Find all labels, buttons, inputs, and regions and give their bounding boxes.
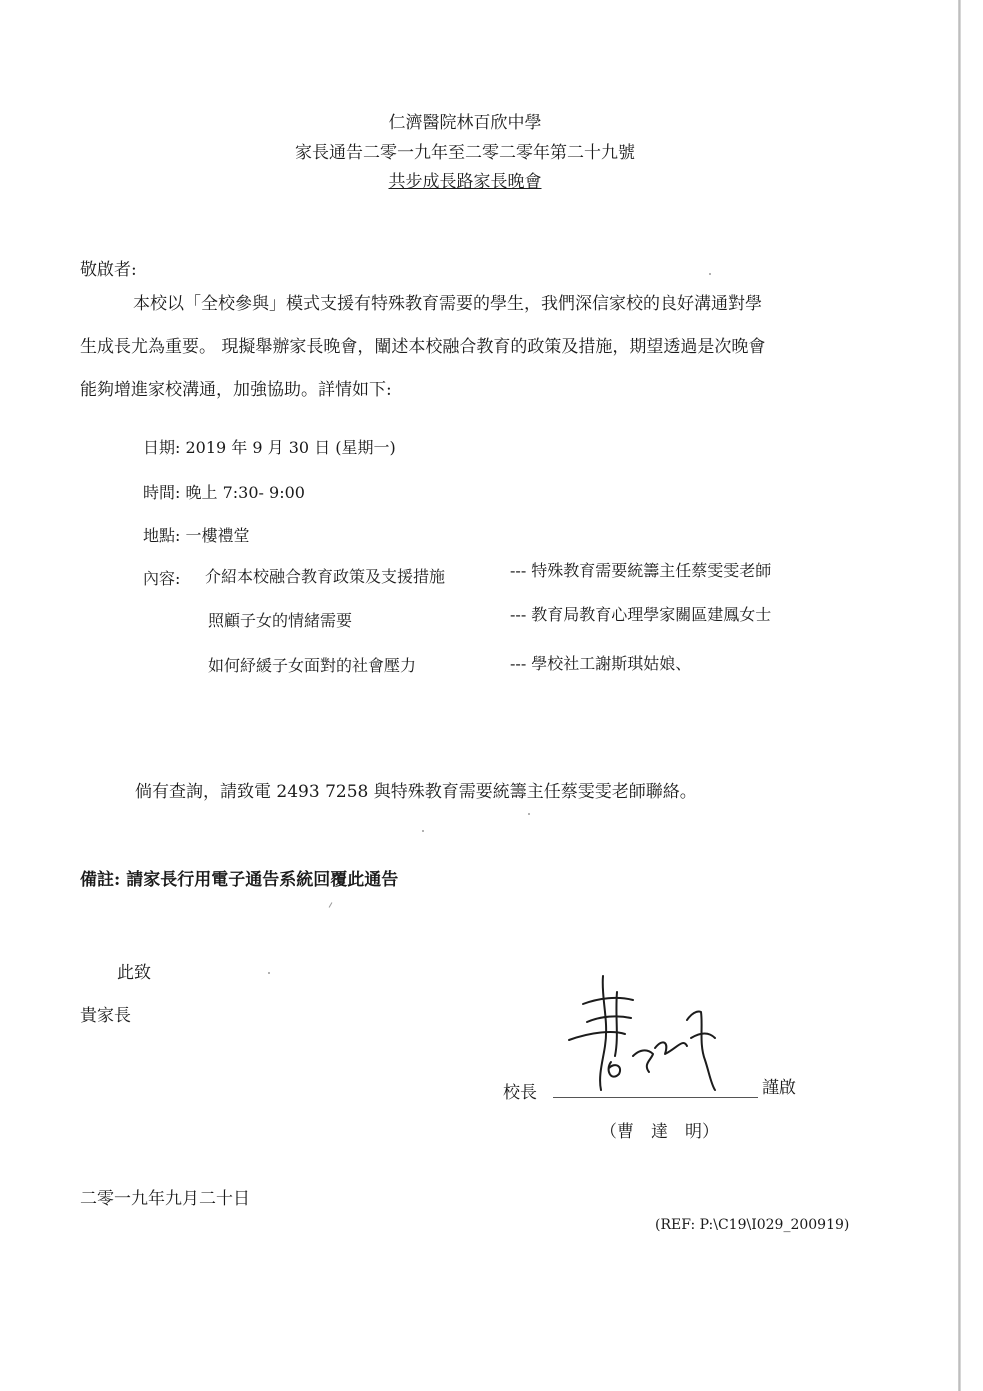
issue-date: 二零一九年九月二十日 xyxy=(80,1189,250,1209)
content-speaker-2: --- 教育局教育心理學家關區建鳳女士 xyxy=(510,605,772,624)
page-edge xyxy=(958,0,961,1391)
principal-label: 校長 xyxy=(503,1083,537,1103)
signature-stroke-10 xyxy=(691,1034,715,1039)
venue-label: 地點: xyxy=(143,526,181,545)
paragraph-line-1: 本校以「全校參與」模式支援有特殊教育需要的學生，我們深信家校的良好溝通對學 xyxy=(133,294,762,314)
scan-speck xyxy=(422,830,424,832)
enquiry-text: 倘有查詢，請致電 2493 7258 與特殊教育需要統籌主任蔡雯雯老師聯絡。 xyxy=(135,782,697,802)
closing-line-1: 此致 xyxy=(117,963,151,983)
notice-number: 家長通告二零一九年至二零二零年第二十九號 xyxy=(295,143,635,163)
time-row xyxy=(143,480,305,503)
scan-speck xyxy=(528,813,530,815)
paragraph-line-3: 能夠增進家校溝通，加強協助。詳情如下: xyxy=(80,380,392,400)
scan-speck xyxy=(268,972,270,974)
time-label: 時間: xyxy=(143,483,181,502)
principal-name: （曹 達 明） xyxy=(600,1122,719,1142)
content-topic-3: 如何紓緩子女面對的社會壓力 xyxy=(208,656,417,675)
venue-value: 一樓禮堂 xyxy=(185,526,250,545)
time-value: 晚上 7:30- 9:00 xyxy=(185,483,305,502)
remark-text: 備註: 請家長行用電子通告系統回覆此通告 xyxy=(80,870,399,890)
date-row xyxy=(143,435,396,458)
content-label: 內容: xyxy=(143,569,181,588)
signature-stroke-8 xyxy=(655,1042,687,1054)
date-label: 日期: xyxy=(143,438,181,457)
notice-title xyxy=(0,167,930,192)
content-topic-2: 照顧子女的情緒需要 xyxy=(208,611,353,630)
signature-stroke-9 xyxy=(687,1011,715,1090)
closing-line-2: 貴家長 xyxy=(80,1006,131,1026)
paragraph-line-2: 生成長尤為重要。 現擬舉辦家長晚會，闡述本校融合教育的政策及措施，期望透過是次晚會 xyxy=(80,337,766,357)
signature-stroke-6 xyxy=(609,1062,621,1077)
venue-row xyxy=(143,523,250,546)
scan-speck xyxy=(329,902,333,908)
scan-speck xyxy=(709,273,711,275)
signature-stroke-3 xyxy=(587,1016,631,1022)
signature-stroke-2 xyxy=(583,998,633,1004)
salutation: 敬啟者: xyxy=(80,260,137,280)
content-speaker-1: --- 特殊教育需要統籌主任蔡雯雯老師 xyxy=(510,561,772,580)
signature-line xyxy=(553,1097,758,1098)
notice-title-text: 共步成長路家長晚會 xyxy=(388,172,542,192)
date-value: 2019 年 9 月 30 日 (星期一) xyxy=(185,438,396,457)
sign-off: 謹啟 xyxy=(762,1078,796,1098)
content-speaker-3: --- 學校社工謝斯琪姑娘、 xyxy=(510,654,692,673)
school-name: 仁濟醫院林百欣中學 xyxy=(388,113,542,133)
signature-stroke-4 xyxy=(615,992,617,1056)
content-topic-1: 介紹本校融合教育政策及支援措施 xyxy=(205,567,446,586)
signature-stroke-7 xyxy=(633,1050,653,1072)
principal-signature xyxy=(565,968,730,1093)
reference-code: (REF: P:\C19\I029_200919) xyxy=(655,1217,850,1233)
